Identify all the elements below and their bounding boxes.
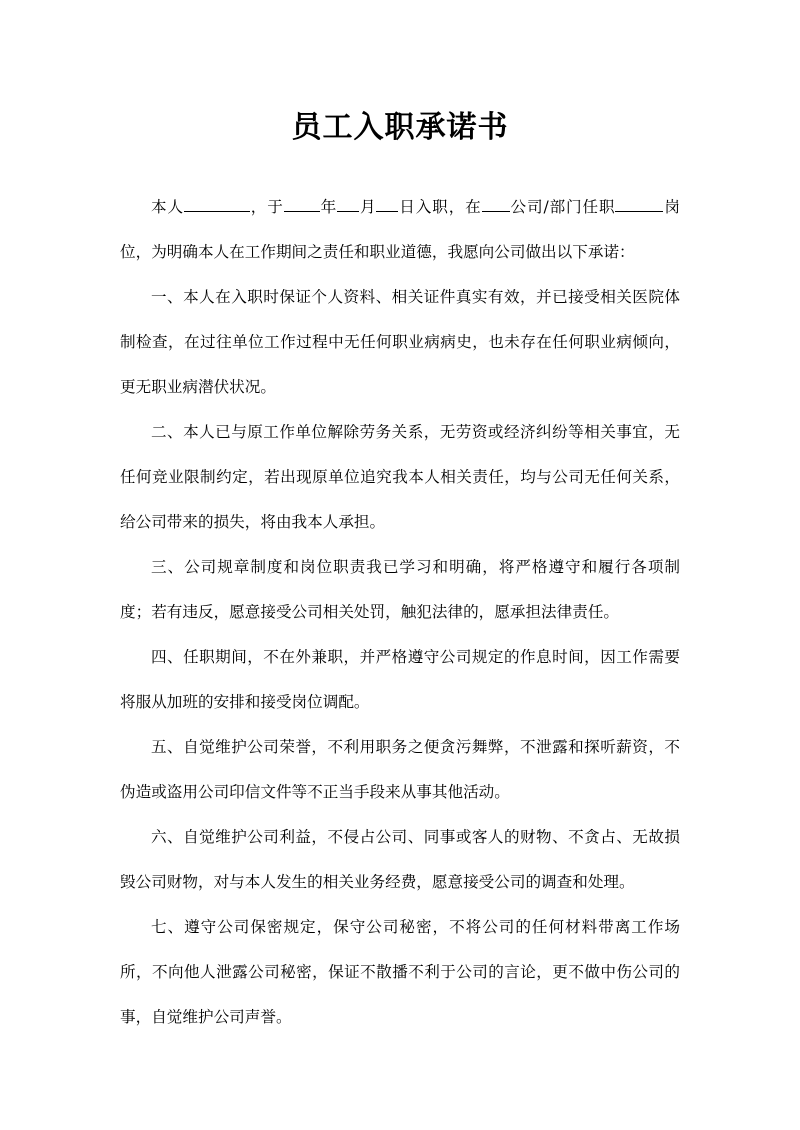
page-title: 员工入职承诺书 xyxy=(291,110,509,145)
intro-text-3: 年 xyxy=(319,198,338,216)
clause-3: 三、公司规章制度和岗位职责我已学习和明确，将严格遵守和履行各项制度；若有违反，愿意接受公司相关处罚，触犯法律的，愿承担法律责任。 xyxy=(120,558,680,621)
name-blank xyxy=(184,195,250,212)
intro-text-4: 月 xyxy=(359,198,377,216)
year-blank xyxy=(284,195,320,212)
clause-7: 七、遵守公司保密规定，保守公司秘密，不将公司的任何材料带离工作场所，不向他人泄露公司秘密，保证不散播不利于公司的言论，更不做中伤公司的事，自觉维护公司声誉。 xyxy=(120,918,680,1026)
intro-text-1: 本人 xyxy=(151,198,184,216)
intro-text-6: 公司/部门任职 xyxy=(509,198,616,216)
intro-text-5: 日入职，在 xyxy=(398,198,482,216)
intro-text-2: ，于 xyxy=(249,198,284,216)
intro-paragraph xyxy=(120,185,680,275)
clause-2: 二、本人已与原工作单位解除劳务关系，无劳资或经济纠纷等相关事宜，无任何竞业限制约定，若出现原单位追究我本人相关责任，均与公司无任何关系，给公司带来的损失，将由我本人承担。 xyxy=(120,423,680,531)
clause-4: 四、任职期间，不在外兼职，并严格遵守公司规定的作息时间，因工作需要将服从加班的安排和接受岗位调配。 xyxy=(120,648,680,711)
intro-text-7: 岗位，为明确本人在工作期间之责任和职业道德，我愿向公司做出以下承诺： xyxy=(120,198,680,261)
month-blank xyxy=(337,195,359,212)
day-blank xyxy=(376,195,398,212)
clause-1: 一、本人在入职时保证个人资料、相关证件真实有效，并已接受相关医院体制检查，在过往单位工作过程中无任何职业病病史，也未存在任何职业病倾向，更无职业病潜伏状况。 xyxy=(120,288,680,396)
clause-5: 五、自觉维护公司荣誉，不利用职务之便贪污舞弊，不泄露和探听薪资，不伪造或盗用公司印信文件等不正当手段来从事其他活动。 xyxy=(120,738,680,801)
company-blank xyxy=(482,195,510,212)
clause-6: 六、自觉维护公司利益，不侵占公司、同事或客人的财物、不贪占、无故损毁公司财物，对与本人发生的相关业务经费，愿意接受公司的调查和处理。 xyxy=(120,828,680,891)
position-blank xyxy=(615,195,663,212)
document-body xyxy=(120,185,680,1040)
